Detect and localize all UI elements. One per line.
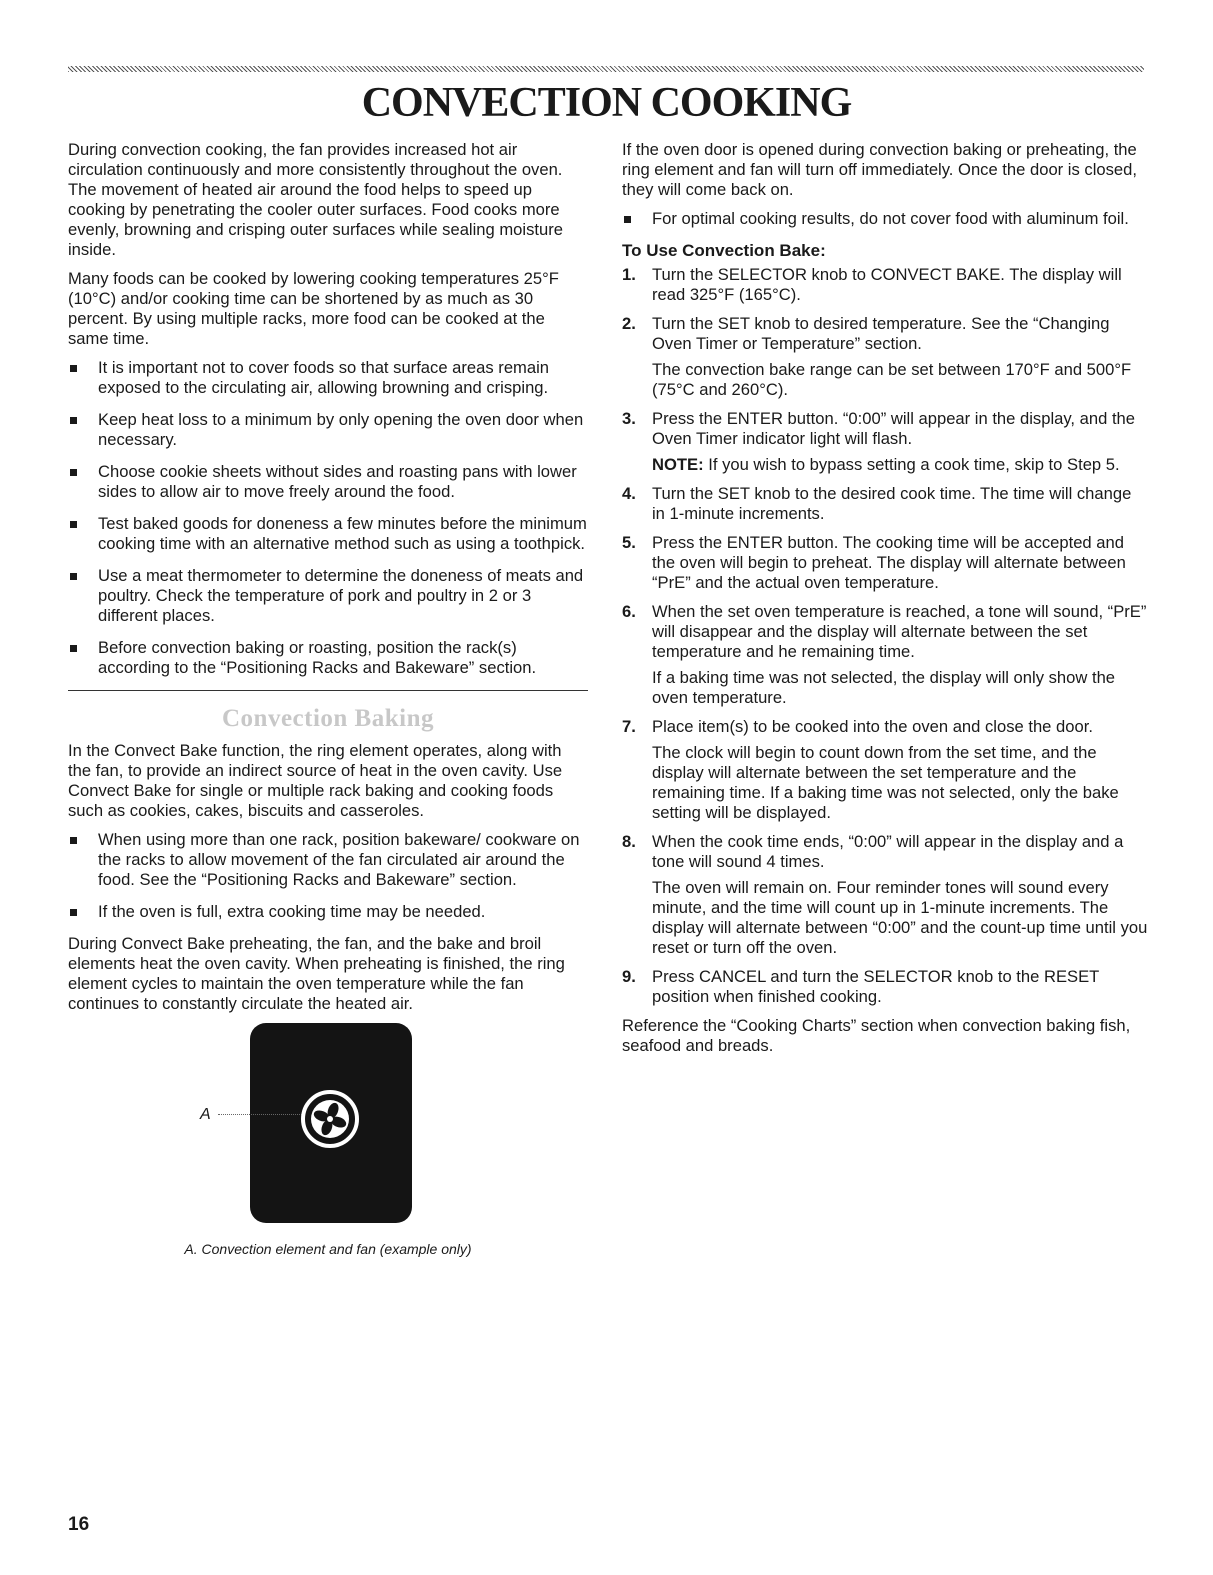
step-text: Turn the SET knob to the desired cook time. The time will change in 1-minute increments.: [652, 484, 1132, 523]
step-item: [622, 484, 1148, 524]
convection-fan-icon: [300, 1089, 360, 1149]
step-text: Press CANCEL and turn the SELECTOR knob to the RESET position when finished cooking.: [652, 967, 1100, 1006]
step-text: Turn the SELECTOR knob to CONVECT BAKE. The display will read 325°F (165°C).: [652, 265, 1122, 304]
intro-paragraph-2: Many foods can be cooked by lowering cooking temperatures 25°F (10°C) and/or cooking time can be shortened by as much as 30 percent. By using multiple racks, more food can be cooked at the same time.: [68, 269, 559, 348]
figure-caption: A. Convection element and fan (example only): [184, 1241, 472, 1257]
step-text: Press the ENTER button. “0:00” will appear in the display, and the Oven Timer indicator light will flash.: [652, 409, 1136, 448]
step-extra: The convection bake range can be set between 170°F and 500°F (75°C and 260°C).: [652, 360, 1132, 399]
step-number: 3.: [622, 409, 636, 428]
left-column: [68, 140, 588, 1263]
list-item: For optimal cooking results, do not cover food with aluminum foil.: [622, 209, 1148, 229]
step-number: 6.: [622, 602, 636, 621]
step-extra: The oven will remain on. Four reminder tones will sound every minute, and the time will count up in 1-minute increments. The display will alternate between “0:00” and the count-up time until you reset or turn off the oven.: [652, 878, 1148, 957]
step-text: When the cook time ends, “0:00” will appear in the display and a tone will sound 4 times.: [652, 832, 1124, 871]
section-divider: [68, 690, 588, 691]
step-extra: If a baking time was not selected, the display will only show the oven temperature.: [652, 668, 1116, 707]
top-decorative-rule: [68, 66, 1144, 72]
step-number: 1.: [622, 265, 636, 284]
page-title: CONVECTION COOKING: [361, 80, 852, 126]
step-text: Place item(s) to be cooked into the oven and close the door.: [652, 717, 1093, 736]
convection-baking-bullet-list: [68, 830, 588, 922]
note-text: If you wish to bypass setting a cook time, skip to Step 5.: [703, 455, 1120, 474]
step-extra: The clock will begin to count down from the set time, and the display will alternate between the set temperature and the remaining time. If a baking time was not selected, only the bake setting will be displayed.: [652, 743, 1119, 822]
list-item: Keep heat loss to a minimum by only opening the oven door when necessary.: [68, 410, 588, 450]
step-number: 9.: [622, 967, 636, 986]
callout-leader-line: [218, 1114, 302, 1115]
step-item: [622, 717, 1148, 823]
closing-paragraph: Reference the “Cooking Charts” section when convection baking fish, seafood and breads.: [622, 1016, 1131, 1055]
foil-bullet-list: [622, 209, 1148, 229]
step-text: Turn the SET knob to desired temperature. See the “Changing Oven Timer or Temperature” section.: [652, 314, 1110, 353]
step-number: 7.: [622, 717, 636, 736]
list-item: When using more than one rack, position bakeware/ cookware on the racks to allow movement of the fan circulated air around the food. See the “Positioning Racks and Bakeware” section.: [68, 830, 588, 890]
step-item: [622, 967, 1148, 1007]
convection-baking-paragraph-2: During Convect Bake preheating, the fan, and the bake and broil elements heat the oven cavity. When preheating is finished, the ring element cycles to maintain the oven temperature while the fan continues to constantly circulate the heated air.: [68, 934, 565, 1013]
step-item: [622, 314, 1148, 400]
list-item: Choose cookie sheets without sides and roasting pans with lower sides to allow air to move freely around the food.: [68, 462, 588, 502]
step-item: [622, 533, 1148, 593]
step-number: 8.: [622, 832, 636, 851]
step-item: [622, 409, 1148, 475]
step-note: [652, 455, 1148, 475]
step-text: Press the ENTER button. The cooking time will be accepted and the oven will begin to preheat. The display will alternate between “PrE” and the actual oven temperature.: [652, 533, 1126, 592]
list-item: Use a meat thermometer to determine the doneness of meats and poultry. Check the temperature of pork and poultry in 2 or 3 different places.: [68, 566, 588, 626]
convection-fan-figure: [68, 1023, 588, 1263]
figure-callout-a: A: [200, 1106, 211, 1123]
right-column: [622, 140, 1148, 1065]
step-item: [622, 832, 1148, 958]
step-text: When the set oven temperature is reached, a tone will sound, “PrE” will disappear and the display will alternate between the set temperature and he remaining time.: [652, 602, 1147, 661]
list-item: It is important not to cover foods so that surface areas remain exposed to the circulating air, allowing browning and crisping.: [68, 358, 588, 398]
intro-bullet-list: [68, 358, 588, 678]
note-label: NOTE:: [652, 455, 704, 474]
list-item: Test baked goods for doneness a few minutes before the minimum cooking time with an alternative method such as using a toothpick.: [68, 514, 588, 554]
step-number: 5.: [622, 533, 636, 552]
step-number: 2.: [622, 314, 636, 333]
convection-baking-paragraph-1: In the Convect Bake function, the ring element operates, along with the fan, to provide an indirect source of heat in the oven cavity. Use Convect Bake for single or multiple rack baking and cooking foods such as cookies, cakes, biscuits and casseroles.: [68, 741, 563, 820]
to-use-heading: To Use Convection Bake:: [622, 241, 826, 260]
step-item: [622, 265, 1148, 305]
step-item: [622, 602, 1148, 708]
door-open-paragraph: If the oven door is opened during convection baking or preheating, the ring element and fan will turn off immediately. Once the door is closed, they will come back on.: [622, 140, 1137, 199]
list-item: If the oven is full, extra cooking time may be needed.: [68, 902, 588, 922]
convection-baking-heading: Convection Baking: [221, 705, 434, 732]
page-number: 16: [68, 1514, 90, 1535]
list-item: Before convection baking or roasting, position the rack(s) according to the “Positioning Racks and Bakeware” section.: [68, 638, 588, 678]
step-number: 4.: [622, 484, 636, 503]
intro-paragraph-1: During convection cooking, the fan provides increased hot air circulation continuously and more consistently throughout the oven. The movement of heated air around the food helps to speed up cooking by penetrating the cooler outer surfaces. Food cooks more evenly, browning and crisping outer surfaces while sealing moisture inside.: [68, 140, 563, 259]
steps-list: [622, 265, 1148, 1007]
